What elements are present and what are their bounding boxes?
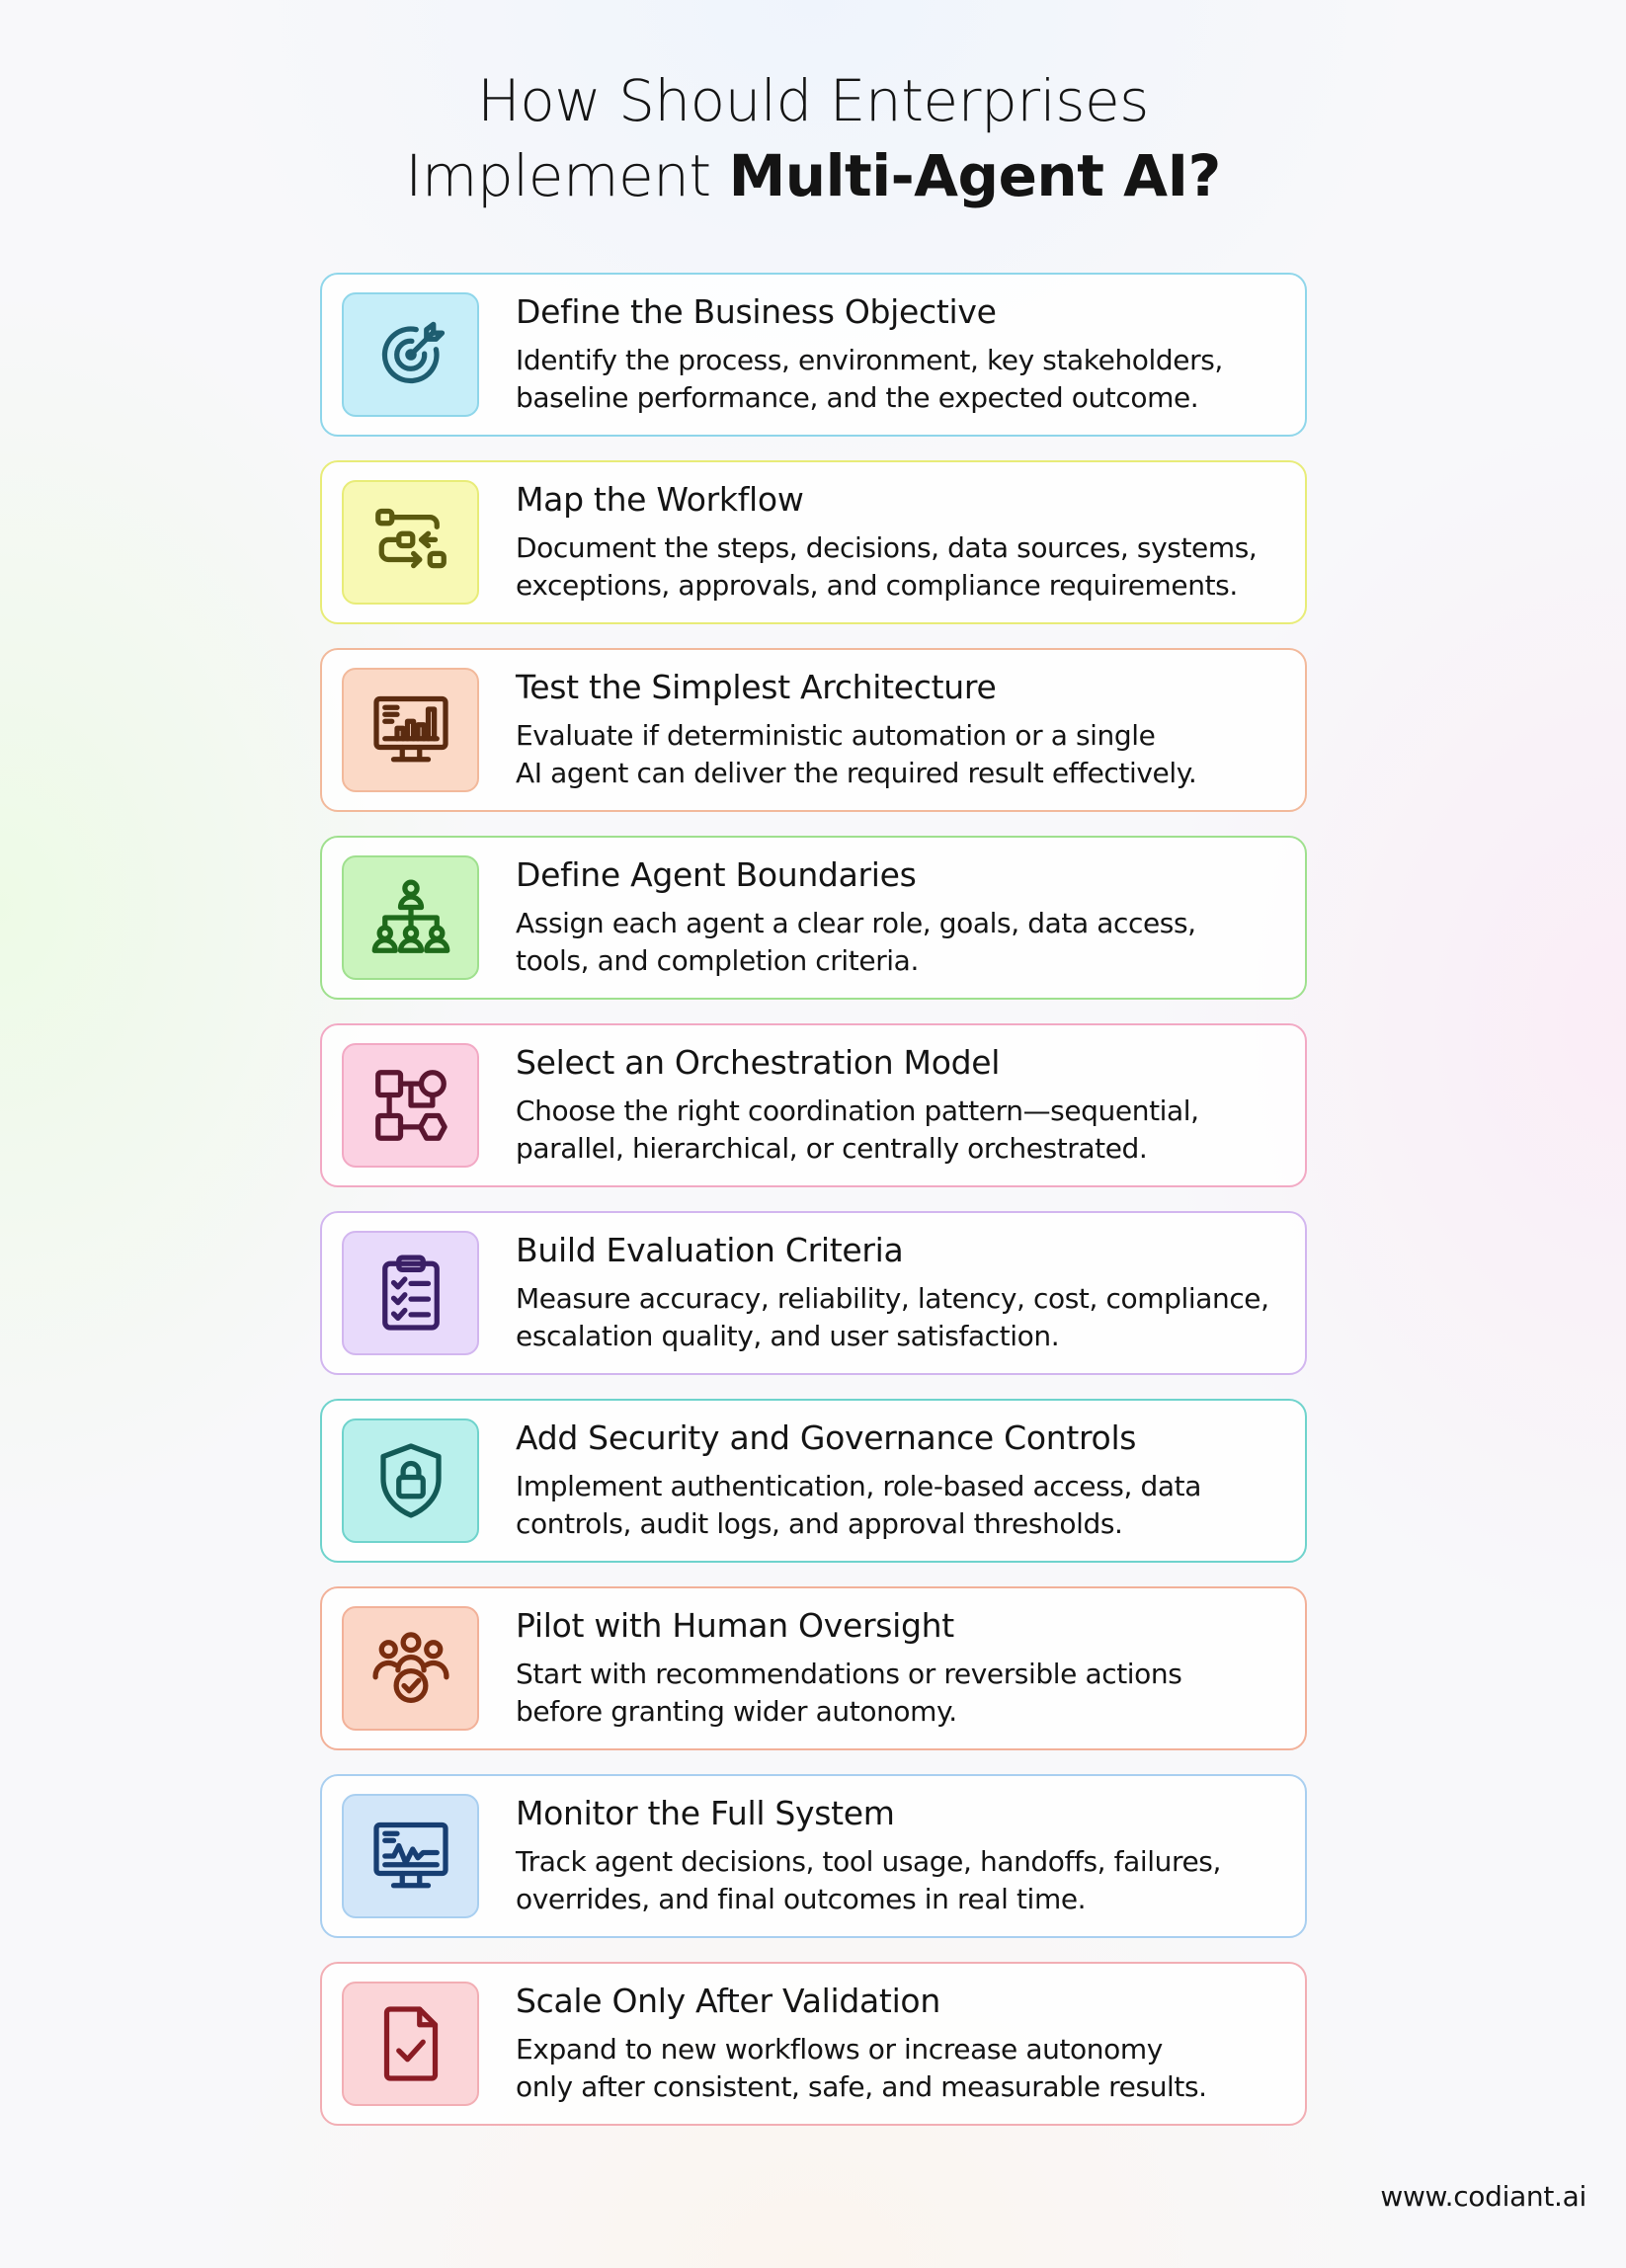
title-line-2-emphasis: Multi-Agent AI? <box>728 142 1221 209</box>
step-description <box>516 342 1289 417</box>
step-title: Test the Simplest Architecture <box>516 668 997 706</box>
step-card-business-objective <box>320 273 1307 437</box>
document-check-icon <box>369 2002 452 2085</box>
step-description <box>516 1280 1289 1355</box>
workflow-icon <box>369 501 452 584</box>
step-description-line-2: baseline performance, and the expected outcome. <box>516 381 1199 414</box>
title-line-2-prefix: Implement <box>405 142 729 209</box>
page-title <box>0 63 1626 213</box>
step-description-line-1: Assign each agent a clear role, goals, data access, <box>516 907 1196 939</box>
hierarchy-icon <box>369 876 452 959</box>
step-title: Select an Orchestration Model <box>516 1043 1001 1082</box>
step-title: Pilot with Human Oversight <box>516 1606 954 1645</box>
step-icon-box <box>342 1418 479 1543</box>
step-description <box>516 717 1289 792</box>
steps-list <box>320 273 1307 2126</box>
step-title: Map the Workflow <box>516 480 804 519</box>
step-description-line-1: Expand to new workflows or increase autonomy <box>516 2033 1163 2066</box>
step-description-line-1: Implement authentication, role-based access, data <box>516 1470 1201 1502</box>
step-description <box>516 2031 1289 2106</box>
title-line-2 <box>0 138 1626 213</box>
step-description-line-2: escalation quality, and user satisfaction. <box>516 1320 1060 1352</box>
step-card-agent-boundaries <box>320 836 1307 1000</box>
title-line-1: How Should Enterprises <box>477 67 1149 134</box>
step-description-line-1: Identify the process, environment, key stakeholders, <box>516 344 1223 376</box>
step-card-evaluation-criteria <box>320 1211 1307 1375</box>
step-icon-box <box>342 1606 479 1731</box>
step-description <box>516 1656 1289 1731</box>
step-description-line-1: Measure accuracy, reliability, latency, cost, compliance, <box>516 1282 1269 1315</box>
step-description <box>516 1843 1289 1918</box>
step-description-line-2: only after consistent, safe, and measurable results. <box>516 2070 1207 2103</box>
step-title: Monitor the Full System <box>516 1794 895 1832</box>
monitor-pulse-icon <box>369 1815 452 1898</box>
step-icon-box <box>342 1231 479 1355</box>
step-description-line-1: Document the steps, decisions, data sources, systems, <box>516 531 1258 564</box>
step-title: Define the Business Objective <box>516 292 997 331</box>
step-title: Define Agent Boundaries <box>516 855 917 894</box>
step-description-line-2: controls, audit logs, and approval thresholds. <box>516 1507 1123 1540</box>
step-description-line-2: exceptions, approvals, and compliance requirements. <box>516 569 1238 602</box>
step-card-pilot-oversight <box>320 1586 1307 1750</box>
step-icon-box <box>342 668 479 792</box>
step-card-scale-validation <box>320 1962 1307 2126</box>
step-card-monitor-system <box>320 1774 1307 1938</box>
step-card-simplest-architecture <box>320 648 1307 812</box>
website-url[interactable]: www.codiant.ai <box>1380 2180 1586 2213</box>
team-check-icon <box>369 1627 452 1710</box>
step-icon-box <box>342 1043 479 1168</box>
step-description-line-2: overrides, and final outcomes in real time. <box>516 1883 1087 1915</box>
step-description <box>516 529 1289 605</box>
step-title: Add Security and Governance Controls <box>516 1418 1137 1457</box>
target-arrow-icon <box>369 313 452 396</box>
step-icon-box <box>342 855 479 980</box>
monitor-chart-icon <box>369 688 452 771</box>
checklist-clipboard-icon <box>369 1252 452 1335</box>
step-card-orchestration-model <box>320 1023 1307 1187</box>
step-icon-box <box>342 480 479 605</box>
step-icon-box <box>342 1794 479 1918</box>
step-description-line-1: Start with recommendations or reversible actions <box>516 1658 1182 1690</box>
step-card-map-workflow <box>320 460 1307 624</box>
step-description <box>516 1093 1289 1168</box>
step-icon-box <box>342 292 479 417</box>
step-description-line-2: parallel, hierarchical, or centrally orchestrated. <box>516 1132 1148 1165</box>
step-icon-box <box>342 1982 479 2106</box>
step-description <box>516 1468 1289 1543</box>
step-card-security-governance <box>320 1399 1307 1563</box>
shapes-flow-icon <box>369 1064 452 1147</box>
step-title: Build Evaluation Criteria <box>516 1231 904 1269</box>
step-description-line-1: Evaluate if deterministic automation or a single <box>516 719 1156 752</box>
step-title: Scale Only After Validation <box>516 1982 940 2020</box>
step-description-line-2: tools, and completion criteria. <box>516 944 919 977</box>
step-description-line-1: Track agent decisions, tool usage, handoffs, failures, <box>516 1845 1221 1878</box>
step-description-line-1: Choose the right coordination pattern—sequential, <box>516 1094 1199 1127</box>
step-description <box>516 905 1289 980</box>
step-description-line-2: before granting wider autonomy. <box>516 1695 957 1728</box>
step-description-line-2: AI agent can deliver the required result effectively. <box>516 757 1197 789</box>
shield-lock-icon <box>369 1439 452 1522</box>
